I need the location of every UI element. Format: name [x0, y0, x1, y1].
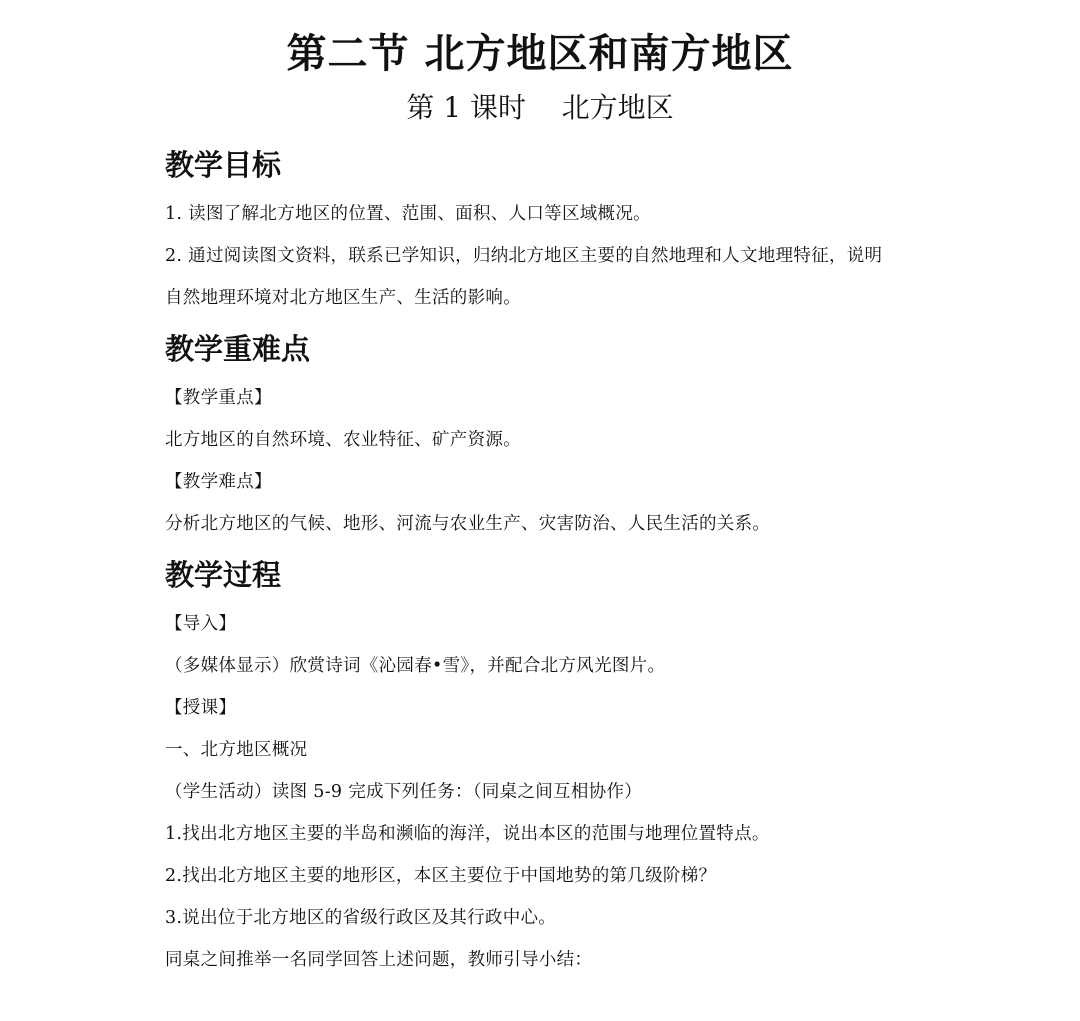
- intro-text: （多媒体显示）欣赏诗词《沁园春•雪》，并配合北方风光图片。: [165, 656, 666, 676]
- key-point-label: 【教学重点】: [165, 388, 272, 408]
- key-point-text: 北方地区的自然环境、农业特征、矿产资源。: [165, 430, 521, 450]
- section-heading-process: 教学过程: [165, 558, 282, 592]
- task-item-3: 3.说出位于北方地区的省级行政区及其行政中心。: [165, 908, 557, 928]
- task-item-1: 1.找出北方地区主要的半岛和濒临的海洋，说出本区的范围与地理位置特点。: [165, 824, 770, 844]
- page-title: 第二节 北方地区和南方地区: [286, 30, 794, 77]
- objective-line-1: 1. 读图了解北方地区的位置、范围、面积、人口等区域概况。: [165, 204, 651, 224]
- section-heading-key-points: 教学重难点: [165, 332, 311, 366]
- objective-line-2: 2. 通过阅读图文资料，联系已学知识，归纳北方地区主要的自然地理和人文地理特征，说明: [165, 246, 883, 266]
- page-subtitle: 第 1 课时 北方地区: [406, 91, 674, 124]
- difficulty-text: 分析北方地区的气候、地形、河流与农业生产、灾害防治、人民生活的关系。: [165, 514, 771, 534]
- subsection-title: 一、北方地区概况: [165, 740, 308, 760]
- task-item-2: 2.找出北方地区主要的地形区，本区主要位于中国地势的第几级阶梯？: [165, 866, 717, 886]
- section-heading-objectives: 教学目标: [165, 148, 282, 182]
- objective-line-3: 自然地理环境对北方地区生产、生活的影响。: [165, 288, 521, 308]
- lecture-label: 【授课】: [165, 698, 237, 718]
- summary-line: 同桌之间推举一名同学回答上述问题，教师引导小结：: [165, 950, 593, 970]
- difficulty-label: 【教学难点】: [165, 472, 272, 492]
- intro-label: 【导入】: [165, 614, 237, 634]
- activity-instruction: （学生活动）读图 5-9 完成下列任务：（同桌之间互相协作）: [165, 782, 643, 802]
